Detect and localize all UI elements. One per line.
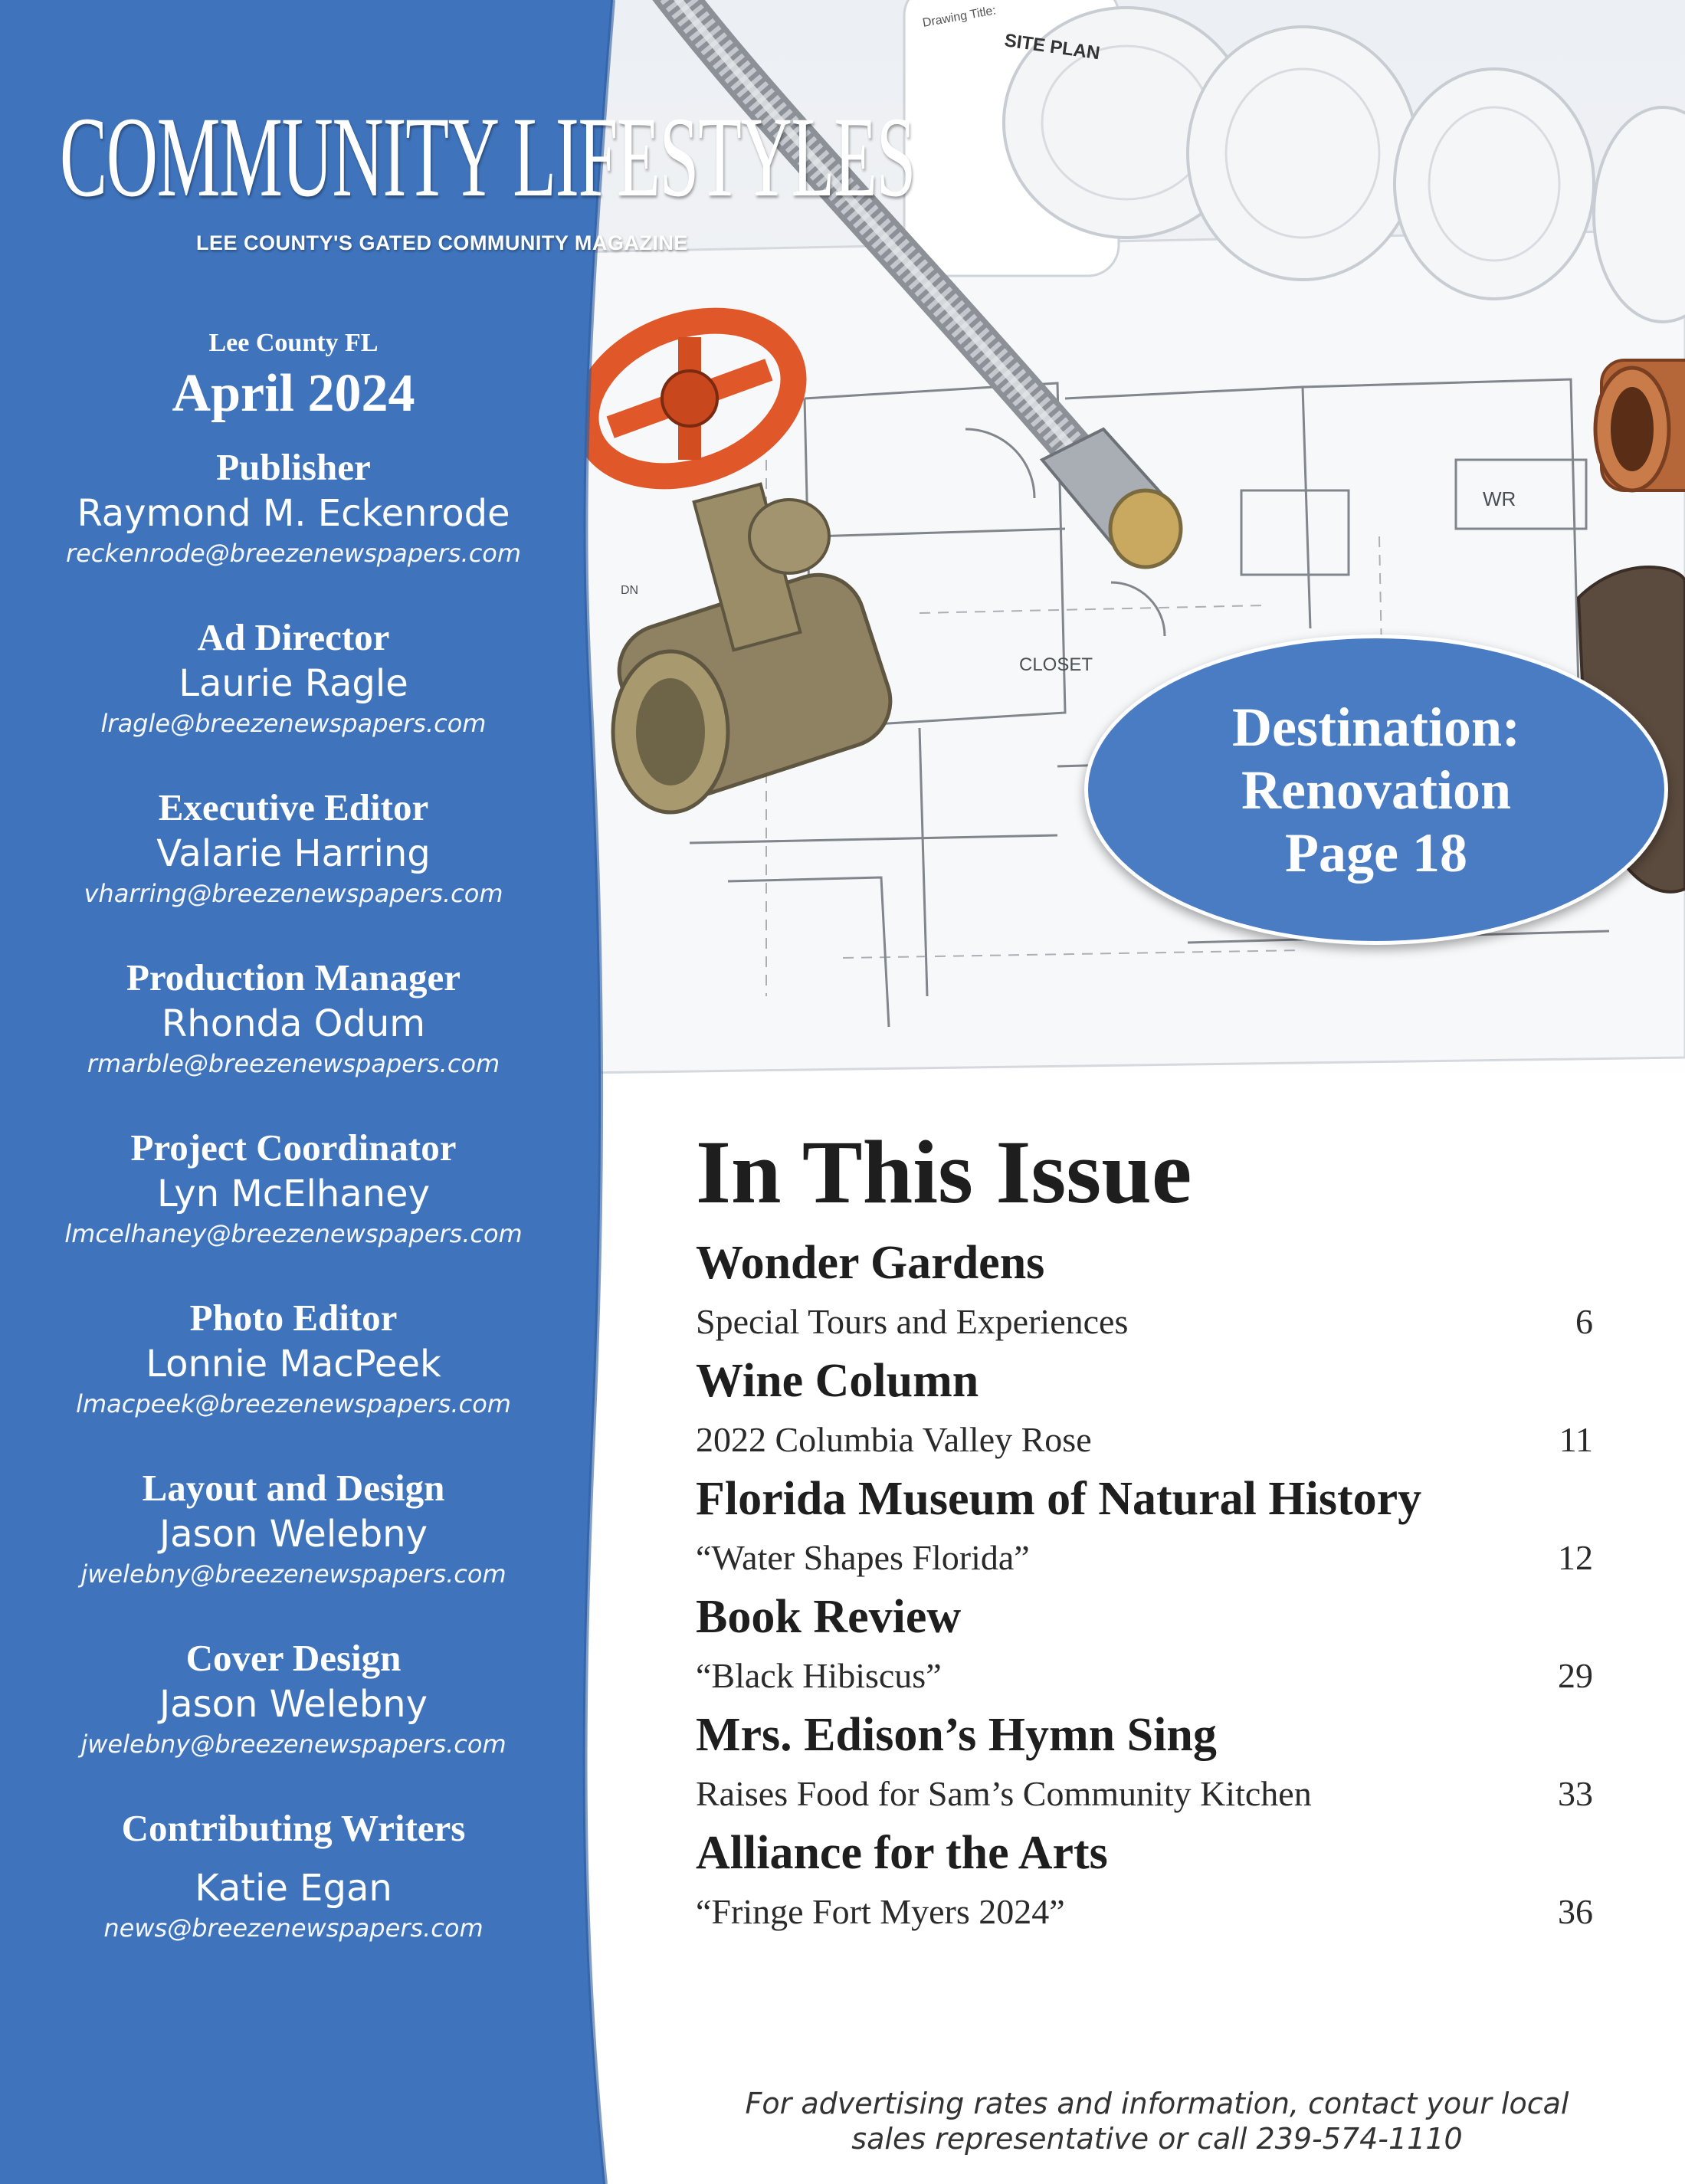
staff-role: Layout and Design [142, 1467, 445, 1509]
masthead [60, 92, 964, 322]
staff-role: Contributing Writers [121, 1807, 466, 1849]
toc-item[interactable] [696, 1352, 1596, 1470]
toc-item-page: 36 [1558, 1892, 1593, 1931]
toc-item-page: 33 [1558, 1774, 1593, 1813]
staff-name: Jason Welebny [159, 1513, 428, 1556]
toc-item-title: Florida Museum of Natural History [696, 1473, 1422, 1525]
advertising-note [674, 2086, 1640, 2156]
toc-item[interactable] [696, 1706, 1596, 1824]
toc-item-title: Alliance for the Arts [696, 1827, 1108, 1879]
issue-date: April 2024 [172, 364, 415, 423]
staff-name: Rhonda Odum [161, 1002, 426, 1045]
toc-item-subtitle: “Water Shapes Florida” [696, 1538, 1030, 1577]
feature-callout[interactable] [1084, 635, 1668, 945]
staff-role: Ad Director [197, 616, 390, 658]
staff-production-manager [0, 955, 587, 1081]
staff-email[interactable]: vharring@breezenewspapers.com [84, 879, 503, 908]
staff-name: Lyn McElhaney [156, 1172, 431, 1215]
staff-name: Lonnie MacPeek [146, 1343, 441, 1385]
advertising-note-line-2: sales representative or call 239-574-1110 [851, 2122, 1463, 2156]
callout-line-2: Renovation [1241, 759, 1512, 821]
staff-name: Katie Egan [195, 1867, 392, 1910]
masthead-subtitle: LEE COUNTY'S GATED COMMUNITY MAGAZINE [196, 231, 688, 254]
staff-email[interactable]: jwelebny@breezenewspapers.com [80, 1559, 506, 1589]
staff-name: Jason Welebny [159, 1683, 428, 1726]
toc-item-page: 29 [1558, 1656, 1593, 1695]
staff-project-coordinator [0, 1125, 587, 1251]
toc-item-page: 6 [1575, 1302, 1593, 1341]
masthead-title: COMMUNITY LIFESTYLES [60, 93, 916, 221]
toc-item-subtitle: “Black Hibiscus” [696, 1656, 942, 1695]
closet-label: CLOSET [1019, 654, 1093, 675]
toc-item[interactable] [696, 1234, 1596, 1352]
dn-label: DN [621, 584, 639, 597]
staff-ad-director [0, 615, 587, 740]
staff-email[interactable]: lragle@breezenewspapers.com [100, 709, 487, 738]
staff-email[interactable]: lmacpeek@breezenewspapers.com [76, 1389, 511, 1418]
toc-item-page: 11 [1559, 1420, 1593, 1459]
toc-item[interactable] [696, 1824, 1596, 1942]
staff-photo-editor [0, 1295, 587, 1421]
staff-cover-design [0, 1635, 587, 1761]
toc-item-title: Wonder Gardens [696, 1237, 1045, 1289]
issue-region: Lee County FL [208, 329, 379, 357]
table-of-contents [696, 1120, 1596, 1942]
toc-item-title: Wine Column [696, 1355, 979, 1407]
site-plan-label: SITE PLAN [1003, 30, 1102, 64]
staff-executive-editor [0, 785, 587, 910]
toc-item-subtitle: Special Tours and Experiences [696, 1302, 1129, 1341]
staff-role: Executive Editor [158, 786, 429, 828]
toc-item-subtitle: Raises Food for Sam’s Community Kitchen [696, 1774, 1312, 1813]
contents-title: In This Issue [696, 1122, 1192, 1222]
staff-layout-design [0, 1465, 587, 1591]
staff-role: Publisher [216, 446, 371, 488]
advertising-note-line-1: For advertising rates and information, contact your local [745, 2087, 1569, 2120]
toc-item-subtitle: “Fringe Fort Myers 2024” [696, 1892, 1065, 1931]
staff-email[interactable]: reckenrode@breezenewspapers.com [65, 539, 522, 568]
callout-line-3: Page 18 [1285, 821, 1467, 884]
toc-item-page: 12 [1558, 1538, 1593, 1577]
staff-role: Cover Design [185, 1637, 402, 1679]
staff-role: Production Manager [126, 956, 461, 999]
staff-name: Valarie Harring [156, 832, 431, 875]
staff-name: Laurie Ragle [179, 662, 408, 705]
staff-email[interactable]: jwelebny@breezenewspapers.com [80, 1730, 506, 1759]
toc-item-title: Book Review [696, 1591, 962, 1643]
staff-role: Photo Editor [189, 1297, 398, 1339]
toc-item-title: Mrs. Edison’s Hymn Sing [696, 1709, 1217, 1761]
staff-email[interactable]: lmcelhaney@breezenewspapers.com [64, 1219, 523, 1248]
toc-item[interactable] [696, 1588, 1596, 1706]
toc-item[interactable] [696, 1470, 1596, 1588]
toc-item-subtitle: 2022 Columbia Valley Rose [696, 1420, 1092, 1459]
staff-role: Project Coordinator [130, 1126, 457, 1169]
wr-label: WR [1483, 487, 1516, 510]
staff-name: Raymond M. Eckenrode [77, 492, 510, 535]
drawing-title-label: Drawing Title: [921, 4, 998, 30]
callout-line-1: Destination: [1232, 696, 1520, 758]
staff-contributing-writers [0, 1805, 587, 1945]
staff-publisher [0, 444, 587, 570]
staff-email[interactable]: news@breezenewspapers.com [103, 1913, 484, 1943]
staff-email[interactable]: rmarble@breezenewspapers.com [87, 1049, 500, 1078]
staff-list [0, 322, 587, 1989]
